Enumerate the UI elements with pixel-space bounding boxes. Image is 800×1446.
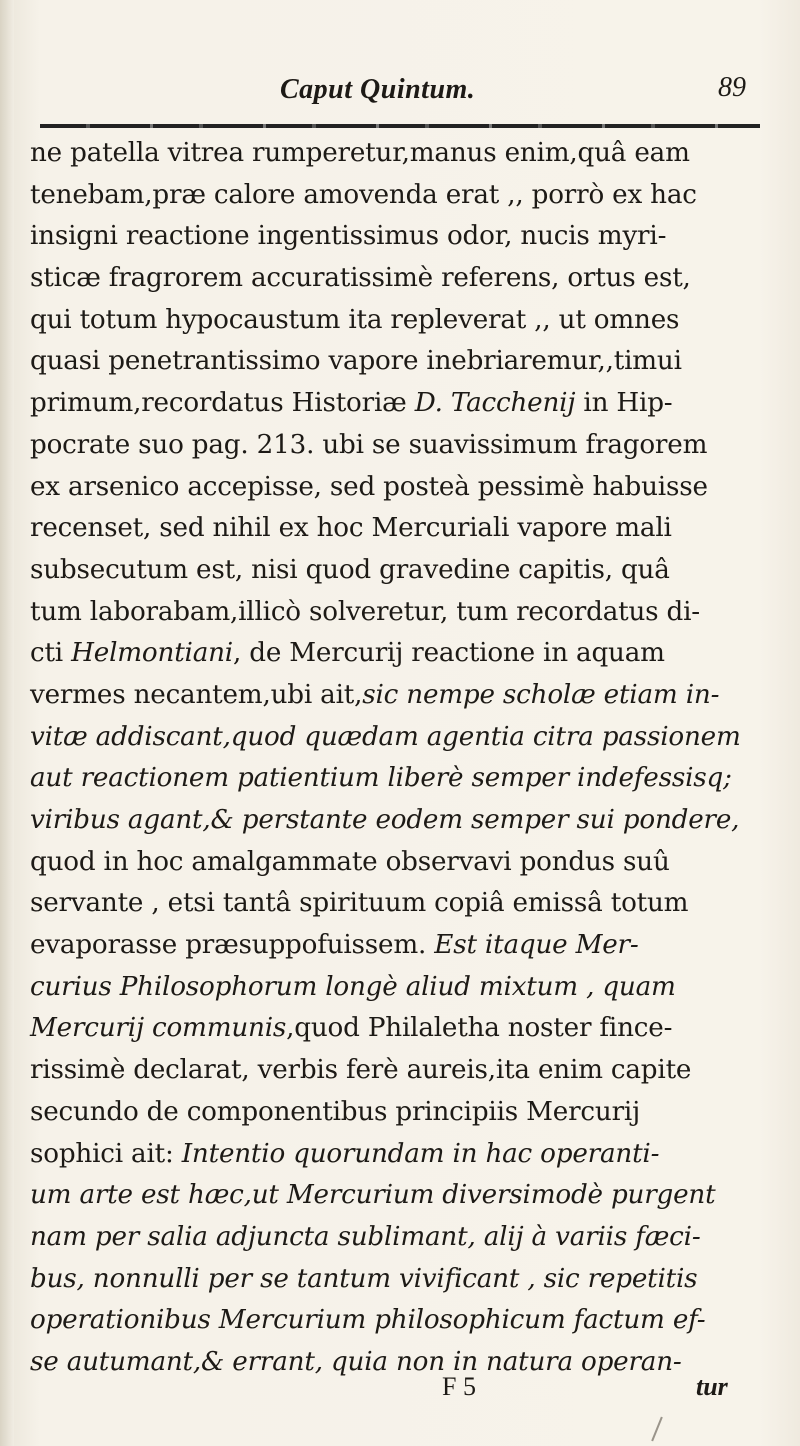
italic-run: bus, nonnulli per se tantum vivificant , sic repetitis — [30, 1262, 698, 1294]
text-line — [30, 132, 775, 174]
text-line — [30, 257, 775, 299]
text-run: cti — [30, 637, 72, 669]
text-run: servante , etsi tantâ spirituum copiâ emissâ totum — [30, 887, 689, 919]
italic-run: Helmontiani — [71, 637, 233, 669]
text-line — [30, 174, 775, 216]
page-header — [40, 72, 760, 122]
text-run: , de Mercurij reactione in aquam — [232, 637, 665, 669]
page-number: 89 — [718, 72, 746, 103]
text-line — [30, 1133, 775, 1175]
text-line — [30, 716, 775, 758]
catchword: tur — [696, 1372, 728, 1401]
text-run: sticæ fragrorem accuratissimè referens, ortus est, — [30, 262, 691, 294]
text-line — [30, 424, 775, 466]
text-run: qui totum hypocaustum ita repleverat ,, ut omnes — [30, 303, 680, 335]
text-line — [30, 1299, 775, 1341]
text-run: in Hip- — [575, 387, 673, 419]
text-line — [30, 1007, 775, 1049]
text-line — [30, 466, 775, 508]
text-line — [30, 799, 775, 841]
body-text — [30, 132, 780, 1383]
text-run: ,quod Philaletha noster fince- — [286, 1012, 673, 1044]
pencil-mark — [651, 1417, 663, 1442]
italic-run: nam per salia adjuncta sublimant, alij à variis fæci- — [30, 1220, 701, 1252]
text-run: ex arsenico accepisse, sed posteà pessimè habuisse — [30, 470, 708, 502]
text-run: insigni reactione ingentissimus odor, nucis myri- — [30, 220, 667, 252]
text-line — [30, 924, 775, 966]
text-line — [30, 382, 775, 424]
text-line — [30, 674, 775, 716]
text-run: subsecutum est, nisi quod gravedine capitis, quâ — [30, 553, 670, 585]
text-line — [30, 507, 775, 549]
text-line — [30, 299, 775, 341]
italic-run: curius Philosophorum longè aliud mixtum , quam — [30, 970, 676, 1002]
text-line — [30, 1174, 775, 1216]
text-run: recenset, sed nihil ex hoc Mercuriali vapore mali — [30, 512, 672, 544]
italic-run: um arte est hæc,ut Mercurium diversimodè purgent — [30, 1179, 716, 1211]
text-run: quasi penetrantissimo vapore inebriaremur,,timui — [30, 345, 682, 377]
italic-run: Est itaque Mer- — [434, 929, 639, 961]
text-line — [30, 1049, 775, 1091]
italic-run: aut reactionem patientium liberè semper indefessisq; — [30, 762, 732, 794]
text-run: pocrate suo pag. 213. ubi se suavissimum fragorem — [30, 428, 708, 460]
text-run: primum,recordatus Historiæ — [30, 387, 415, 419]
page-footer — [0, 1372, 800, 1416]
text-run: ne patella vitrea rumperetur,manus enim,quâ eam — [30, 137, 690, 168]
text-line — [30, 1216, 775, 1258]
text-line — [30, 1091, 775, 1133]
text-line — [30, 882, 775, 924]
text-run: evaporasse præsuppofuissem. — [30, 929, 435, 961]
italic-run: vitæ addiscant,quod quædam agentia citra passionem — [30, 720, 741, 752]
text-run: quod in hoc amalgammate observavi pondus suû — [30, 845, 670, 877]
text-line — [30, 1258, 775, 1300]
text-run: rissimè declarat, verbis ferè aureis,ita enim capite — [30, 1054, 692, 1086]
header-rule — [40, 124, 760, 128]
italic-run: Mercurij communis — [30, 1012, 287, 1044]
text-line — [30, 215, 775, 257]
text-line — [30, 340, 775, 382]
text-run: sophici ait: — [30, 1137, 182, 1169]
running-head: Caput Quintum. — [280, 74, 476, 105]
text-line — [30, 966, 775, 1008]
text-line — [30, 549, 775, 591]
text-line — [30, 841, 775, 883]
text-run: tenebam,præ calore amovenda erat ,, porrò ex hac — [30, 178, 697, 210]
italic-run: sic nempe scholæ etiam in- — [362, 678, 720, 710]
italic-run: operationibus Mercurium philosophicum factum ef- — [30, 1304, 706, 1336]
italic-run: Intentio quorundam in hac operanti- — [181, 1137, 660, 1169]
text-run: secundo de componentibus principiis Mercurij — [30, 1095, 641, 1127]
italic-run: viribus agant,& perstante eodem semper sui pondere, — [30, 804, 740, 835]
text-run: tum laborabam,illicò solveretur, tum recordatus di- — [30, 595, 700, 627]
binding-gutter — [0, 0, 14, 1446]
italic-run: se autumant,& errant, quia non in natura operan- — [30, 1345, 682, 1377]
text-line — [30, 591, 775, 633]
text-run: vermes necantem,ubi ait, — [30, 678, 363, 710]
text-line — [30, 632, 775, 674]
text-line — [30, 757, 775, 799]
italic-run: D. Tacchenij — [414, 387, 576, 419]
signature-mark: F 5 — [442, 1372, 476, 1401]
